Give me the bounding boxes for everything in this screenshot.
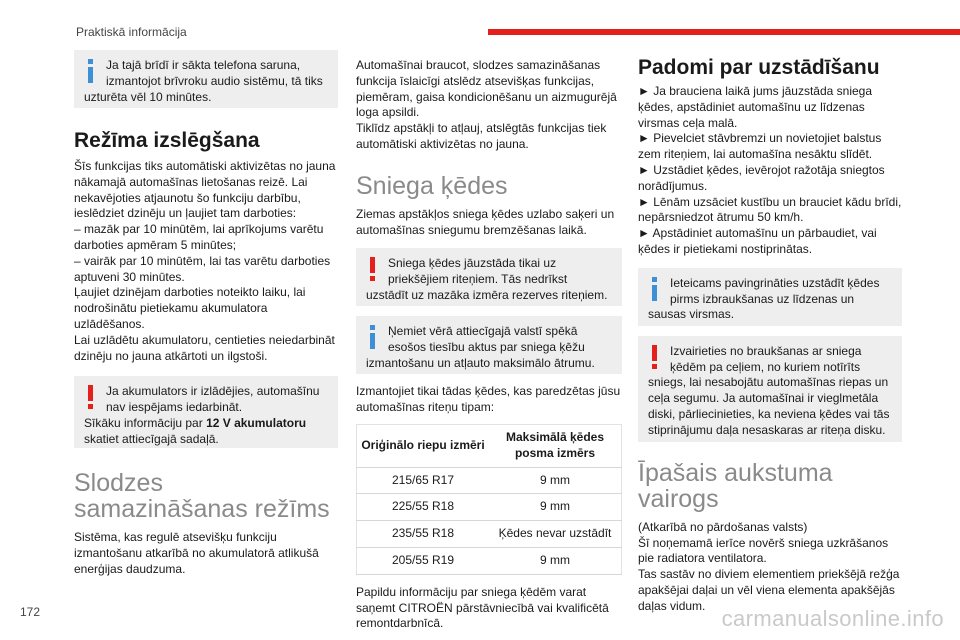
note-text: nav iespējams iedarbināt.: [106, 400, 243, 415]
paragraph: Šīs funkcijas tiks automātiski aktivizētas no jauna nākamajā automašīnas lietošanas reizē. Lai nekavējoties atjaunotu šo funkciju darbību, ieslēdziet dzinēju un ļaujiet tam darboties:: [74, 159, 336, 221]
column-right: [638, 56, 902, 615]
warning-note: [356, 248, 622, 306]
table-cell: 9 mm: [489, 467, 622, 494]
running-header: Praktiskā informācija: [76, 25, 187, 39]
info-icon: [648, 277, 662, 301]
paragraph: (Atkarībā no pārdošanas valsts): [638, 519, 808, 534]
watermark: carmanualsonline.info: [721, 606, 944, 631]
note-text: Ņemiet vērā attiecīgajā valstī spēkā: [388, 324, 578, 339]
paragraph: Izmantojiet tikai tādas ķēdes, kas paredzētas jūsu automašīnas riteņu tipam:: [356, 384, 621, 415]
note-text: Ieteicams pavingrināties uzstādīt ķēdes: [670, 275, 880, 290]
note-text: esošos tiesību aktus par sniega ķēžu: [388, 340, 585, 355]
warning-note: [74, 376, 338, 448]
note-text: sniegs, lai nesabojātu automašīnas riepas un ceļa segumu. Ja automašīnai ir vieglmetāla diski, pārliecinieties, ka neviena ķēdes vai tās stiprinājumu daļa nesaskaras ar riteņa disku.: [648, 375, 890, 437]
info-note: [356, 316, 622, 374]
page-number: 172: [20, 605, 41, 619]
note-text: izmantojot brīvroku audio sistēmu, tā tiks: [106, 73, 323, 88]
note-text: uzturēta vēl 10 minūtes.: [84, 89, 212, 104]
header-accent-bar: [488, 29, 960, 35]
note-text: Ja tajā brīdī ir sākta telefona saruna,: [106, 58, 301, 72]
note-text: uzstādīt uz mazāka izmēra rezerves riteņiem.: [366, 287, 608, 302]
info-icon: [84, 59, 98, 83]
paragraph: Šī noņemamā ierīce novērš sniega uzkrāšanos pie radiatora ventilatora.: [638, 535, 889, 566]
info-note: [74, 50, 338, 108]
note-text: Ja akumulators ir izlādējies, automašīnu: [106, 384, 320, 399]
note-text: ķēdēm pa ceļiem, no kuriem notīrīts: [670, 359, 861, 374]
list-item: ► Apstādiniet automašīnu un pārbaudiet, vai ķēdes ir pietiekami nostiprinātas.: [638, 226, 877, 256]
paragraph: Ļaujiet dzinējam darboties noteikto laiku, lai nodrošinātu pietiekamu akumulatora uzlādēšanos.: [74, 285, 306, 331]
section-heading: Sniega ķēdes: [356, 171, 508, 200]
warning-icon: [648, 345, 662, 369]
column-middle: [356, 58, 622, 632]
list-item: ► Ja brauciena laikā jums jāuzstāda sniega ķēdes, apstādiniet automašīnu uz līdzenas virsmas ceļa malā.: [638, 84, 873, 130]
table-row: [357, 521, 622, 548]
table-row: [357, 547, 622, 574]
paragraph: Tiklīdz apstākļi to atļauj, atslēgtās funkcijas tiek automātiski aktivizētas no jauna.: [356, 121, 607, 151]
table-cell: 9 mm: [489, 494, 622, 521]
list-item: ► Uzstādiet ķēdes, ievērojot ražotāja sniegtos norādījumus.: [638, 162, 885, 193]
table-cell: 205/55 R19: [357, 547, 490, 574]
note-text: Izvairieties no braukšanas ar sniega: [670, 343, 862, 358]
warning-note: [638, 336, 902, 442]
paragraph: Lai uzlādētu akumulatoru, centieties neiedarbināt dzinēju no jauna atkārtoti un ilgstoši.: [74, 332, 335, 363]
note-text: skatiet attiecīgajā sadaļā.: [84, 431, 219, 446]
table-header-row: [357, 424, 622, 467]
warning-icon: [366, 257, 380, 281]
paragraph: Ziemas apstākļos sniega ķēdes uzlabo saķeri un automašīnas sniegumu bremzēšanas laikā.: [356, 206, 615, 237]
section-heading: Padomi par uzstādīšanu: [638, 56, 880, 79]
table-header-cell: Maksimālā ķēdes posma izmērs: [489, 424, 622, 467]
info-icon: [366, 325, 380, 349]
note-text: izmantošanu un atļauto maksimālo ātrumu.: [366, 355, 595, 370]
note-text: priekšējiem riteņiem. Tās nedrīkst: [388, 272, 568, 287]
section-heading: Režīma izslēgšana: [74, 129, 260, 152]
note-text: Sīkāku informāciju par 12 V akumulatoru: [84, 415, 307, 430]
instruction-list: [638, 84, 902, 258]
paragraph: Sistēma, kas regulē atsevišķu funkciju izmantošanu atkarībā no akumulatorā atlikušā enerģijas daudzuma.: [74, 530, 319, 576]
info-note: [638, 268, 902, 326]
table-row: [357, 494, 622, 521]
section-heading: Īpašais aukstuma vairogs: [638, 458, 833, 513]
column-left: [74, 50, 338, 578]
warning-icon: [84, 385, 98, 409]
paragraph: – mazāk par 10 minūtēm, lai aprīkojums varētu darboties apmēram 5 minūtes;: [74, 222, 324, 252]
note-text: sausas virsmas.: [648, 307, 735, 322]
table-header-cell: Oriģinālo riepu izmēri: [357, 424, 490, 467]
list-item: ► Lēnām uzsāciet kustību un brauciet kādu brīdi, nepārsniedzot ātrumu 50 km/h.: [638, 194, 902, 225]
note-text: Sniega ķēdes jāuzstāda tikai uz: [388, 256, 557, 271]
paragraph: Automašīnai braucot, slodzes samazināšanas funkcija īslaicīgi atslēdz atsevišķas funkcijas, piemēram, gaisa kondicionēšanu un aizmugurējā loga apsildi.: [356, 58, 617, 120]
table-cell: 235/55 R18: [357, 521, 490, 548]
table-row: [357, 467, 622, 494]
snow-chain-table: [356, 424, 622, 575]
paragraph: – vairāk par 10 minūtēm, lai tas varētu darboties aptuveni 30 minūtes.: [74, 253, 331, 284]
paragraph: Papildu informāciju par sniega ķēdēm varat saņemt CITROËN pārstāvniecībā vai kvalificētā remontdarbnīcā.: [356, 584, 609, 631]
section-heading: Slodzes samazināšanas režīms: [74, 469, 330, 524]
table-cell: 215/65 R17: [357, 467, 490, 494]
table-cell: Ķēdes nevar uzstādīt: [489, 521, 622, 548]
note-text: pirms izbraukšanas uz līdzenas un: [670, 291, 855, 306]
table-cell: 9 mm: [489, 547, 622, 574]
list-item: ► Pievelciet stāvbremzi un novietojiet balstus zem riteņiem, lai automašīna nesāktu slīdēt.: [638, 131, 882, 162]
table-cell: 225/55 R18: [357, 494, 490, 521]
paragraph: Tas sastāv no diviem elementiem priekšējā režģa apakšējai daļai un vēl viena elementa apakšējās daļas vidum.: [638, 567, 900, 613]
